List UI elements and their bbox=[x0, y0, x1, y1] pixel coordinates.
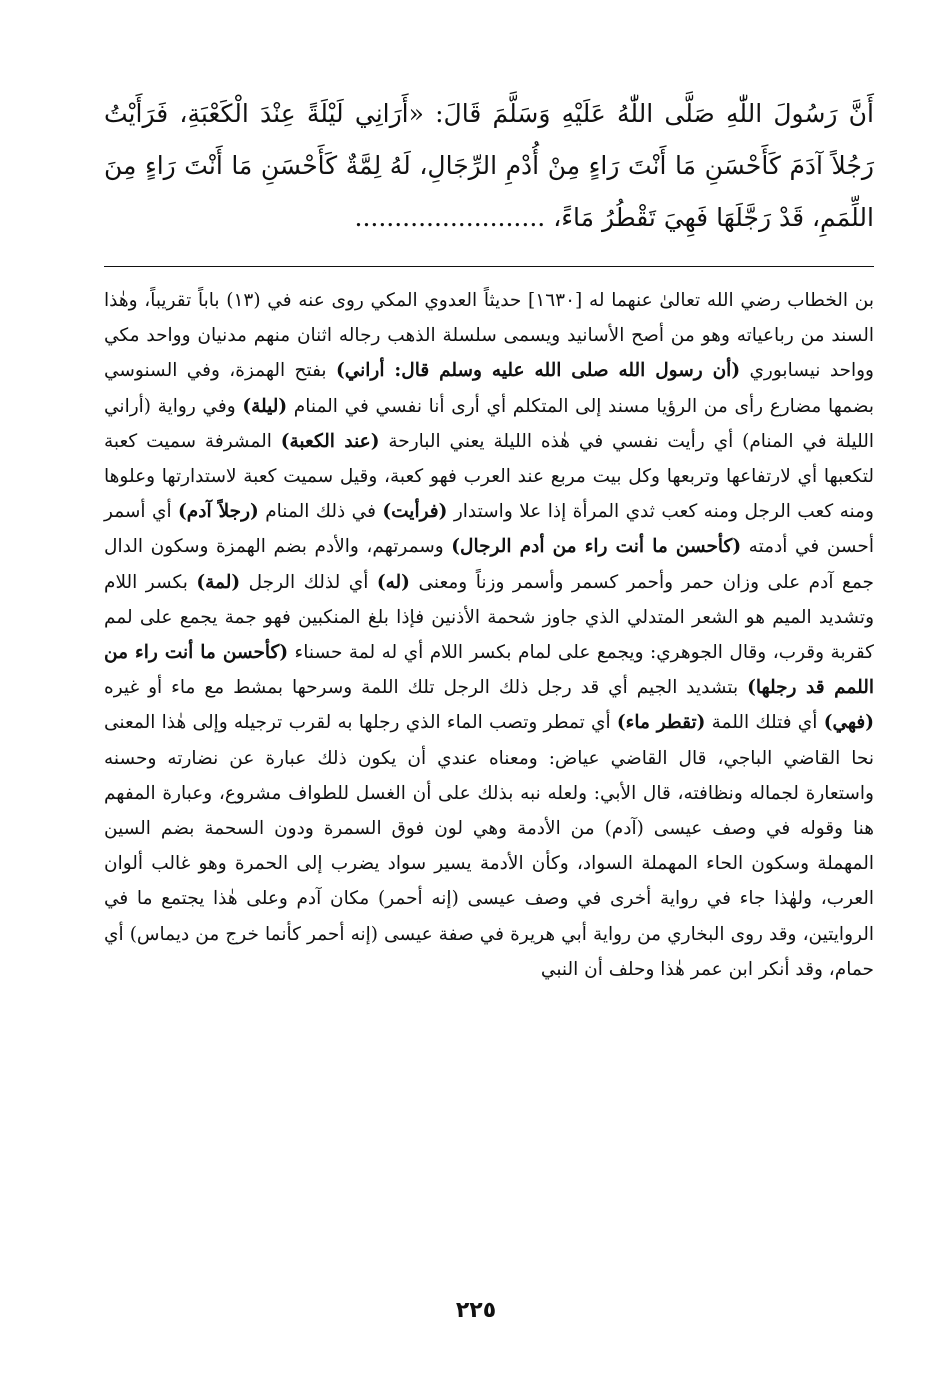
commentary-segment: أي فتلك اللمة bbox=[705, 712, 824, 734]
commentary-bold-segment: (فهي) bbox=[823, 712, 874, 734]
page-body bbox=[104, 88, 874, 987]
commentary-segment: أي لذلك الرجل bbox=[240, 571, 377, 593]
commentary-segment: وفي رواية (أراني الليلة في المنام) أي رأيت نفسي في هٰذه الليلة يعني البارحة bbox=[104, 395, 875, 452]
commentary-bold-segment: (رجلاً آدم) bbox=[178, 501, 259, 523]
commentary-segment: في ذلك المنام bbox=[258, 501, 383, 523]
commentary-segment: بكسر اللام وتشديد الميم هو الشعر المتدلي الذي جاوز شحمة الأذنين فإذا بلغ المنكبين فهو جمة يجمع على لمم كقربة وقرب، وقال الجوهري: ويجمع على لمام بكسر اللام أي له لمة حسناء bbox=[104, 571, 874, 664]
commentary-bold-segment: (له) bbox=[376, 571, 410, 593]
commentary-bold-segment: (لمة) bbox=[196, 571, 241, 593]
commentary-bold-segment: (تقطر ماء) bbox=[616, 712, 706, 734]
commentary-text bbox=[104, 283, 874, 987]
commentary-bold-segment: (فرأيت) bbox=[382, 501, 448, 523]
commentary-segment: بتشديد الجيم أي قد رجل ذلك الرجل تلك اللمة وسرحها بمشط مع ماء أو غيره bbox=[104, 677, 748, 699]
commentary-segment: أي أسمر أحسن في أدمته bbox=[104, 501, 874, 558]
commentary-segment: بفتح الهمزة، وفي السنوسي بضمها مضارع رأى من الرؤيا مسند إلى المتكلم أي أرى أنا نفسي في المنام bbox=[104, 360, 874, 417]
hadith-text bbox=[104, 88, 874, 244]
page-number: ٢٢٥ bbox=[455, 1298, 497, 1323]
commentary-bold-segment: (كأحسن ما أنت راء من اللمم قد رجلها) bbox=[104, 642, 874, 699]
hadith-ellipsis: ........................ bbox=[354, 203, 546, 232]
hadith-main: أَنَّ رَسُولَ اللّٰهِ صَلَّى اللّٰهُ عَلَيْهِ وَسَلَّمَ قَالَ: «أَرَانِي لَيْلَةً عِنْدَ الْكَعْبَةِ، فَرَأَيْتُ رَجُلاً آدَمَ كَأَحْسَنِ مَا أَنْتَ رَاءٍ مِنْ أُدْمِ الرِّجَالِ، لَهُ لِمَّةٌ كَأَحْسَنِ مَا أَنْتَ رَاءٍ مِنَ اللِّمَمِ، قَدْ رَجَّلَهَا فَهِيَ تَقْطُرُ مَاءً، bbox=[104, 99, 874, 232]
commentary-segment: أي تمطر وتصب الماء الذي رجلها به لقرب ترجيله وإلى هٰذا المعنى نحا القاضي الباجي، قال القاضي عياض: ومعناه عندي أن يكون ذلك عبارة عن نضارته وحسنه واستعارة لجماله ونظافته، قال الأبي: ولعله نبه بذلك على أن الغسل للطواف مشروع، وعبارة المفهم هنا وقوله في وصف عيسى (آدم) من الأدمة وهي لون فوق السمرة ودون السحمة بضم السين المهملة وسكون الحاء المهملة السواد، وكأن الأدمة يسير سواد يضرب إلى الحمرة وهو غالب ألوان العرب، ولهٰذا جاء في رواية أخرى في وصف عيسى (إنه أحمر) مكان آدم وعلى هٰذا يجتمع ما في الروايتين، وقد روى البخاري من رواية أبي هريرة في صفة عيسى (إنه أحمر كأنما خرج من ديماس) أي حمام، وقد أنكر ابن عمر هٰذا وحلف أن النبي bbox=[104, 712, 874, 980]
commentary-bold-segment: (كأحسن ما أنت راء من أدم الرجال) bbox=[451, 536, 742, 558]
commentary-segment: بن الخطاب رضي الله تعالىٰ عنهما له [١٦٣٠] حديثاً العدوي المكي روى عنه في (١٣) باباً تقريباً، وهٰذا السند من رباعياته وهو من أصح الأسانيد ويسمى سلسلة الذهب رجاله اثنان منهم مدنيان وواحد مكي وواحد نيسابوري bbox=[104, 290, 874, 382]
commentary-bold-segment: (ليلة) bbox=[242, 395, 288, 417]
commentary-segment: المشرفة سميت كعبة لتكعبها أي لارتفاعها وتربعها وكل بيت مربع عند العرب فهو كعبة، وقيل سميت كعبة لاستدارتها وعلوها ومنه كعب الرجل ومنه كعب ثدي المرأة إذا علا واستدار bbox=[104, 430, 874, 523]
commentary-bold-segment: (عند الكعبة) bbox=[280, 430, 380, 452]
commentary-segment: وسمرتهم، والأدم بضم الهمزة وسكون الدال جمع آدم على وزان حمر وأحمر كسمر وأسمر وزناً ومعنى bbox=[104, 536, 874, 593]
commentary-bold-segment: (أن رسول الله صلى الله عليه وسلم قال: أراني) bbox=[335, 360, 741, 382]
footnote-divider bbox=[104, 266, 874, 267]
